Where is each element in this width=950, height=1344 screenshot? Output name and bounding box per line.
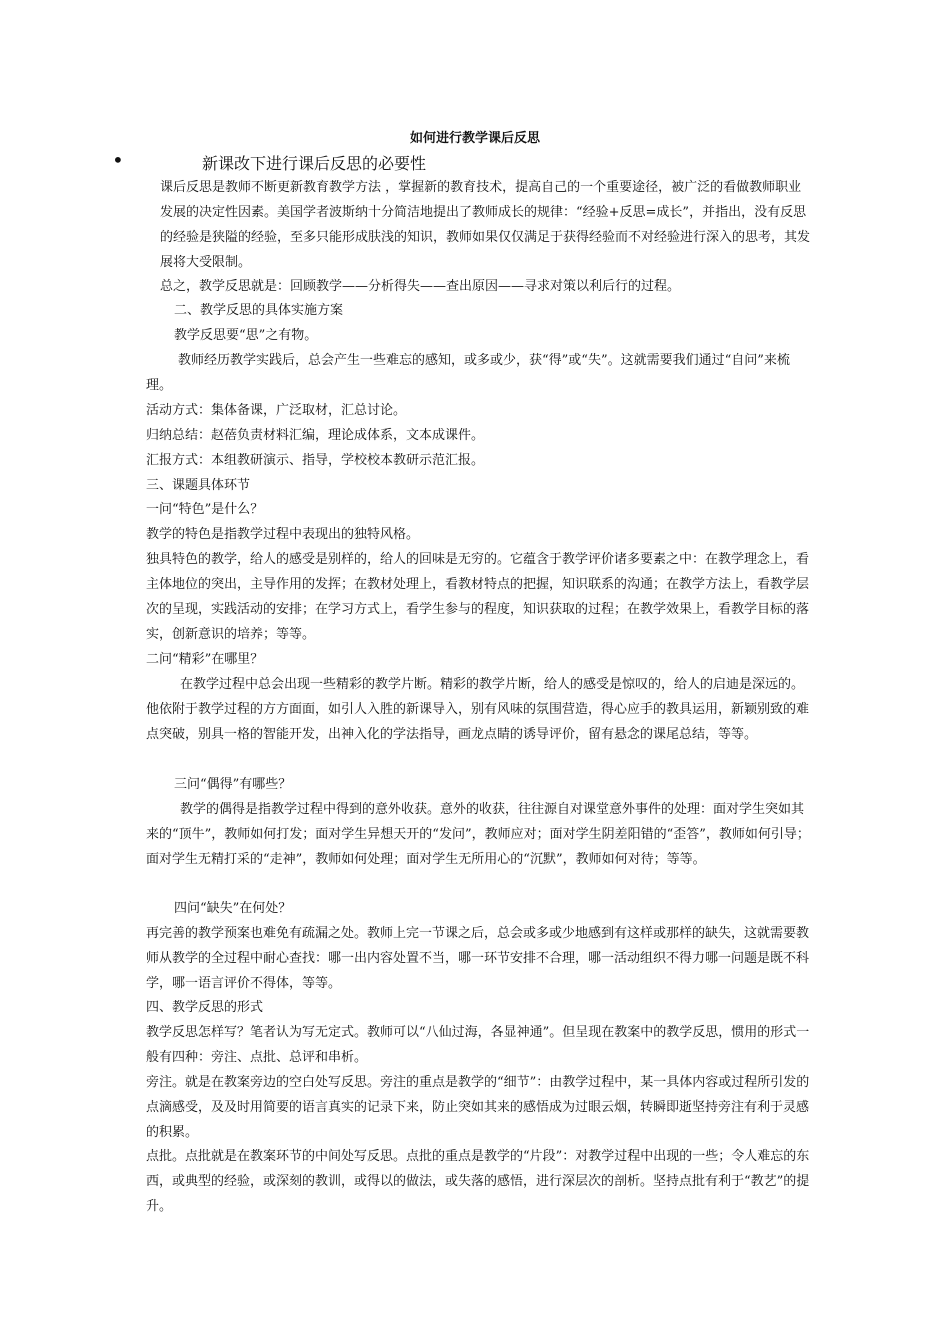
- paragraph: 总之，教学反思就是：回顾教学——分析得失——查出原因——寻求对策以利后行的过程。: [160, 279, 681, 294]
- paragraph: 归纳总结：赵蓓负责材料汇编，理论成体系，文本成课件。: [146, 428, 485, 443]
- section-heading: 二、教学反思的具体实施方案: [174, 303, 344, 318]
- paragraph: 独具特色的教学，给人的感受是别样的，给人的回味是无穷的。它蕴含于教学评价诸多要素之中：在教学理念上，看主体地位的突出，主导作用的发挥；在教材处理上，看教材特点的把握，知识联系的沟通；在教学方法上，看教学层次的呈现，实践活动的安排；在学习方式上，看学生参与的程度，知识获取的过程；在教学效果上，看教学目标的落实，创新意识的培养；等等。: [146, 552, 810, 642]
- paragraph: 再完善的教学预案也难免有疏漏之处。教师上完一节课之后，总会或多或少地感到有这样或那样的缺失，这就需要教师从教学的全过程中耐心查找：哪一出内容处置不当，哪一环节安排不合理，哪一活动组织不得力哪一问题是既不科学，哪一语言评价不得体，等等。: [146, 926, 810, 991]
- subheading: 四问“缺失”在何处？: [174, 901, 292, 916]
- bullet-marker: •: [112, 148, 124, 172]
- paragraph: 教学反思怎样写？笔者认为写无定式。教师可以“八仙过海，各显神通”。但呈现在教案中的教学反思，惯用的形式一般有四种：旁注、点批、总评和串析。: [146, 1025, 810, 1065]
- subheading: 二问“精彩”在哪里？: [146, 652, 264, 667]
- paragraph: 教学的特色是指教学过程中表现出的独特风格。: [146, 527, 420, 542]
- subheading: 一问“特色”是什么？: [146, 502, 264, 517]
- paragraph: 教学的偶得是指教学过程中得到的意外收获。意外的收获，往往源自对课堂意外事件的处理：面对学生突如其来的“顶牛”，教师如何打发；面对学生异想天开的“发问”，教师应对；面对学生阴差阳错的“歪答”，教师如何引导；面对学生无精打采的“走神”，教师如何处理；面对学生无所用心的“沉默”，教师如何对待；等等。: [146, 802, 810, 867]
- paragraph: 旁注。就是在教案旁边的空白处写反思。旁注的重点是教学的“细节”：由教学过程中，某一具体内容或过程所引发的点滴感受，及及时用简要的语言真实的记录下来，防止突如其来的感悟成为过眼云烟，转瞬即逝坚持旁注有利于灵感的积累。: [146, 1075, 810, 1140]
- page-title: 如何进行教学课后反思: [409, 131, 540, 146]
- section-heading: 新课改下进行课后反思的必要性: [202, 154, 427, 173]
- subheading: 三问“偶得”有哪些？: [174, 777, 292, 792]
- section-heading: 四、教学反思的形式: [146, 1000, 264, 1015]
- paragraph: 教学反思要“思”之有物。: [174, 328, 318, 343]
- paragraph: 点批。点批就是在教案环节的中间处写反思。点批的重点是教学的“片段”：对教学过程中出现的一些；令人难忘的东西，或典型的经验，或深刻的教训，或得以的做法，或失落的感悟，进行深层次的剖析。坚持点批有利于“教艺”的提升。: [146, 1149, 810, 1214]
- paragraph: 汇报方式：本组教研演示、指导，学校校本教研示范汇报。: [146, 453, 485, 468]
- section-heading: 三、课题具体环节: [146, 478, 251, 493]
- paragraph: 课后反思是教师不断更新教育教学方法 ，掌握新的教育技术，提高自己的一个重要途径，被广泛的看做教师职业发展的决定性因素。美国学者波斯纳十分简洁地提出了教师成长的规律：“经验+反思=成长”，并指出，没有反思的经验是狭隘的经验，至多只能形成肤浅的知识，教师如果仅仅满足于获得经验而不对经验进行深入的思考，其发展将大受限制。: [160, 180, 811, 270]
- paragraph: 在教学过程中总会出现一些精彩的教学片断。精彩的教学片断，给人的感受是惊叹的，给人的启迪是深远的。他依附于教学过程的方方面面，如引人入胜的新课导入，别有风味的氛围营造，得心应手的教具运用，新颖别致的难点突破，别具一格的智能开发，出神入化的学法指导，画龙点睛的诱导评价，留有悬念的课尾总结，等等。: [146, 677, 810, 742]
- paragraph: 活动方式：集体备课，广泛取材，汇总讨论。: [146, 403, 407, 418]
- paragraph: 教师经历教学实践后，总会产生一些难忘的感知，或多或少，获“得”或“失”。这就需要我们通过“自问”来梳理。: [146, 353, 790, 393]
